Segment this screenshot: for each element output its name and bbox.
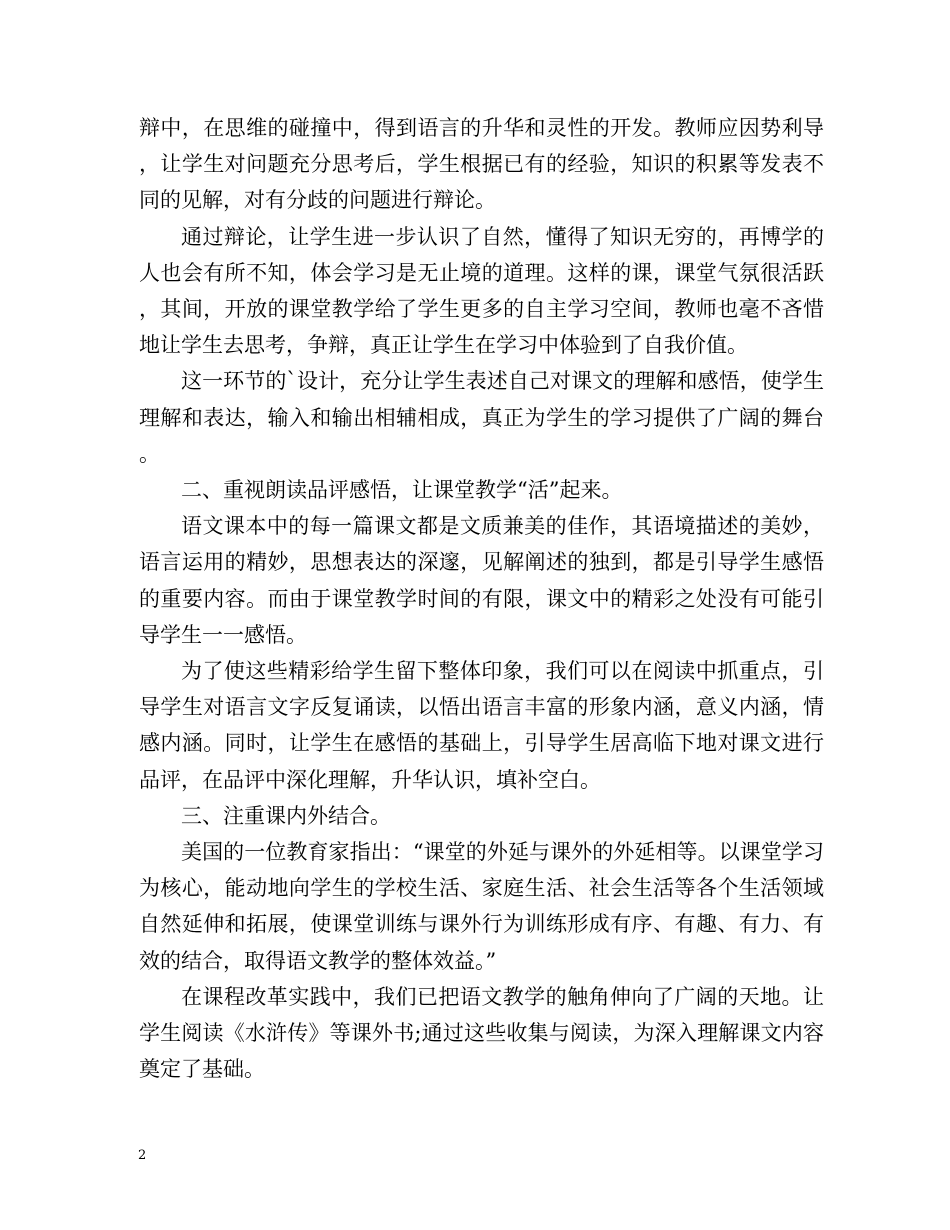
paragraph-7: 在课程改革实践中，我们已把语文教学的触角伸向了广阔的天地。让学生阅读《水浒传》等课外书;通过这些收集与阅读，为深入理解课文内容奠定了基础。 — [139, 984, 824, 1082]
paragraph-2: 通过辩论，让学生进一步认识了自然，懂得了知识无穷的，再博学的人也会有所不知，体会学习是无止境的道理。这样的课，课堂气氛很活跃，其间，开放的课堂教学给了学生更多的自主学习空间，教师也毫不吝惜地让学生去思考，争辩，真正让学生在学习中体验到了自我价值。 — [139, 224, 824, 358]
page-number: 2 — [138, 1148, 147, 1163]
section-heading-3: 三、注重课内外结合。 — [181, 803, 391, 828]
section-heading-2: 二、重视朗读品评感悟，让课堂教学“活”起来。 — [181, 478, 623, 503]
paragraph-3: 这一环节的`设计，充分让学生表述自己对课文的理解和感悟，使学生理解和表达，输入和输出相辅相成，真正为学生的学习提供了广阔的舞台。 — [139, 369, 824, 466]
paragraph-1: 辩中，在思维的碰撞中，得到语言的升华和灵性的开发。教师应因势利导，让学生对问题充分思考后，学生根据已有的经验，知识的积累等发表不同的见解，对有分歧的问题进行辩论。 — [139, 116, 824, 213]
document-body — [139, 110, 824, 1087]
paragraph-5: 为了使这些精彩给学生留下整体印象，我们可以在阅读中抓重点，引导学生对语言文字反复诵读，以悟出语言丰富的形象内涵，意义内涵，情感内涵。同时，让学生在感悟的基础上，引导学生居高临下地对课文进行品评，在品评中深化理解，升华认识，填补空白。 — [139, 659, 824, 792]
paragraph-4: 语文课本中的每一篇课文都是文质兼美的佳作，其语境描述的美妙，语言运用的精妙，思想表达的深邃，见解阐述的独到，都是引导学生感悟的重要内容。而由于课堂教学时间的有限，课文中的精彩之处没有可能引导学生一一感悟。 — [139, 514, 824, 647]
paragraph-6: 美国的一位教育家指出：“课堂的外延与课外的外延相等。以课堂学习为核心，能动地向学生的学校生活、家庭生活、社会生活等各个生活领域自然延伸和拓展，使课堂训练与课外行为训练形成有序、有趣、有力、有效的结合，取得语文教学的整体效益。” — [139, 840, 824, 973]
